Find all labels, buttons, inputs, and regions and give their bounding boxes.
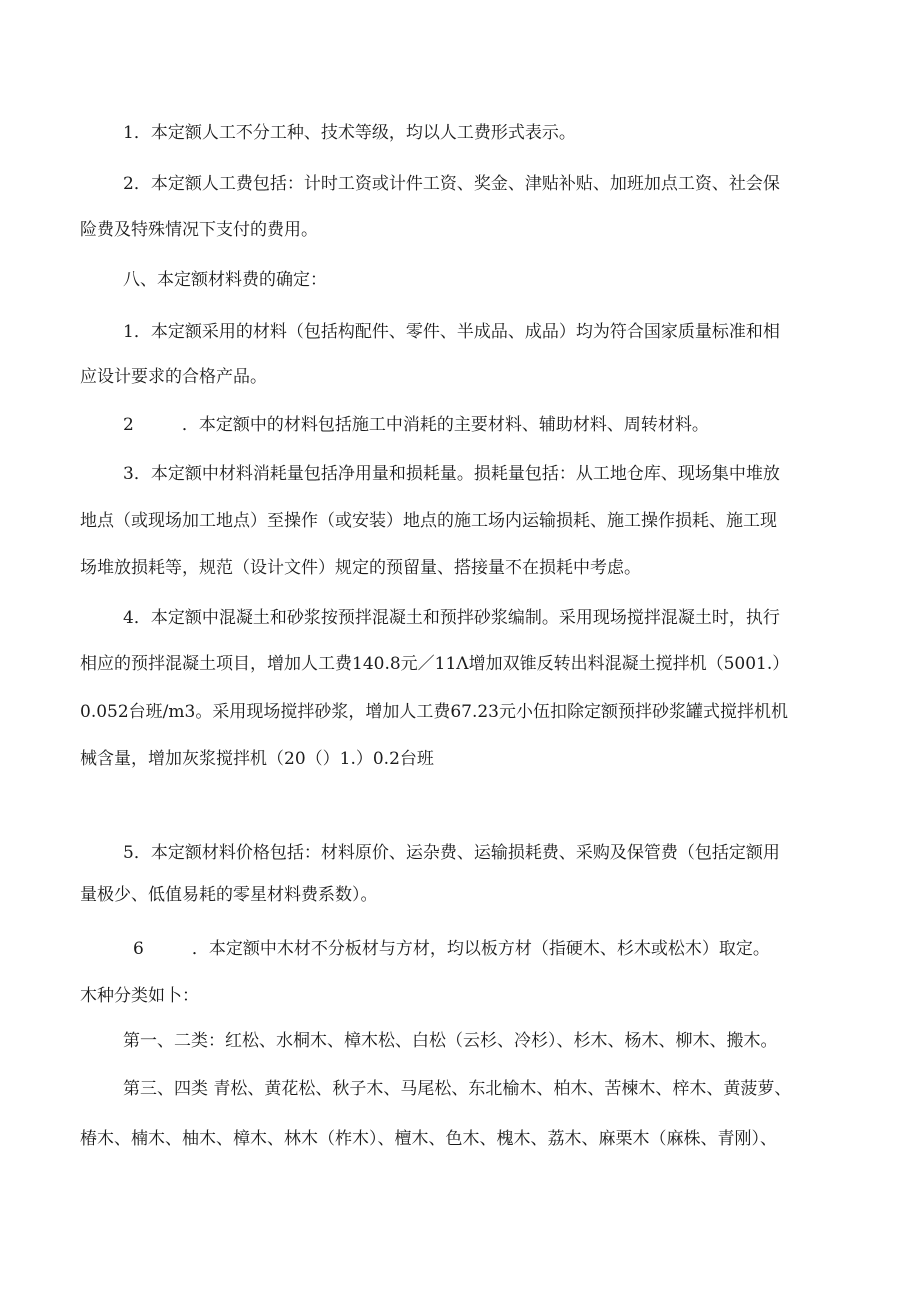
materials-item-1-line-2: 应设计要求的合格产品。: [80, 367, 267, 387]
materials-item-6: [133, 938, 770, 960]
materials-item-4-line-1: 4．本定额中混凝土和砂浆按预拌混凝土和预拌砂浆编制。采用现场搅拌混凝土时，执行: [123, 608, 780, 628]
materials-item-5-line-1: 5．本定额材料价格包括：材料原价、运杂费、运输损耗费、采购及保管费（包括定额用: [123, 843, 780, 863]
materials-item-2-number: 2: [123, 415, 134, 435]
materials-item-4-line-3: 0.052台班/m3。采用现场搅拌砂浆，增加人工费67.23元小伍扣除定额预拌砂浆罐式搅拌机机: [80, 702, 788, 722]
materials-item-2: [123, 414, 709, 436]
wood-classification-intro: 木种分类如卜：: [80, 986, 199, 1006]
wood-class-1-2: 第一、二类：红松、水桐木、樟木松、白松（云杉、冷杉）、杉木、杨木、柳木、搬木。: [123, 1031, 778, 1051]
materials-item-3-line-2: 地点（或现场加工地点）至操作（或安装）地点的施工场内运输损耗、施工操作损耗、施工现: [80, 511, 777, 531]
materials-item-5-line-2: 量极少、低值易耗的零星材料费系数）。: [80, 885, 378, 905]
materials-item-6-number: 6: [133, 939, 144, 959]
materials-item-3-line-1: 3．本定额中材料消耗量包括净用量和损耗量。损耗量包括：从工地仓库、现场集中堆放: [123, 464, 780, 484]
materials-item-4-line-2: 相应的预拌混凝土项目，增加人工费140.8元／11Λ增加双锥反转出料混凝土搅拌机（5001.）: [80, 654, 790, 674]
materials-item-1-line-1: 1．本定额采用的材料（包括构配件、零件、半成品、成品）均为符合国家质量标准和相: [123, 322, 780, 342]
materials-item-6-text: ．本定额中木材不分板材与方材，均以板方材（指硬木、杉木或松木）取定。: [191, 939, 770, 959]
materials-item-4-line-4: 械含量，增加灰浆搅拌机（20（）1.）0.2台班: [80, 749, 434, 769]
labor-item-2-line-1: 2．本定额人工费包括：计时工资或计件工资、奖金、津贴补贴、加班加点工资、社会保: [123, 174, 780, 194]
section-heading-materials: 八、本定额材料费的确定：: [123, 270, 327, 290]
wood-class-3-4-line-1: 第三、四类 青松、黄花松、秋子木、马尾松、东北榆木、柏木、苦楝木、梓木、黄菠萝、: [123, 1079, 792, 1099]
wood-class-3-4-line-2: 椿木、楠木、柚木、樟木、林木（柞木）、檀木、色木、槐木、荔木、麻栗木（麻株、青刚）、: [80, 1129, 777, 1149]
labor-item-1: 1．本定额人工不分工种、技术等级，均以人工费形式表示。: [123, 123, 576, 143]
materials-item-3-line-3: 场堆放损耗等，规范（设计文件）规定的预留量、搭接量不在损耗中考虑。: [80, 558, 641, 578]
labor-item-2-line-2: 险费及特殊情况下支付的费用。: [80, 220, 318, 240]
materials-item-2-text: ．本定额中的材料包括施工中消耗的主要材料、辅助材料、周转材料。: [181, 415, 709, 435]
